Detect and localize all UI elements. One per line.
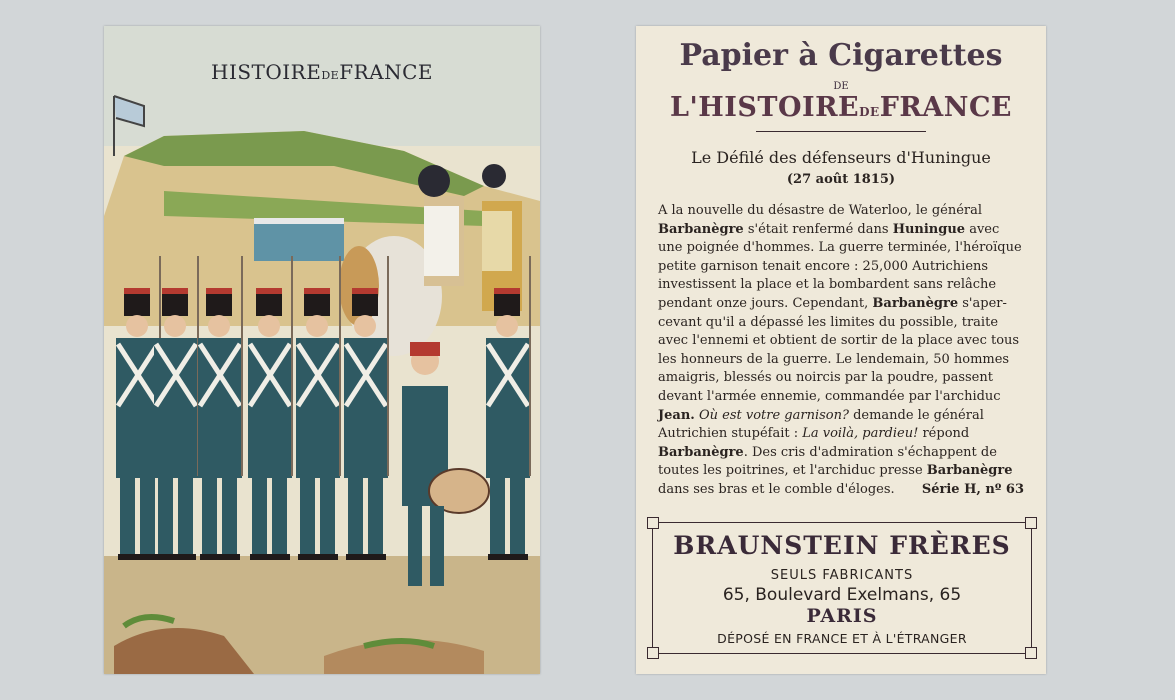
text-fragment: avec <box>965 221 1000 237</box>
front-title <box>104 60 540 84</box>
text-line: avec l'ennemi et obtient de sortir de la place avec tous <box>658 333 1020 349</box>
company-address: 65, Boulevard Exelmans, 65 <box>722 585 962 605</box>
name-barbanegre: Barbanègre <box>926 463 1013 479</box>
text-line: petite garnison tenait encore : 25,000 Autrichiens <box>658 258 989 274</box>
title-word-histoire: HISTOIRE <box>211 60 322 84</box>
manufacturer-frame <box>652 522 1032 654</box>
card-front <box>104 26 540 674</box>
brand-histoire: L'HISTOIRE <box>669 92 860 123</box>
quote-question: Où est votre garnison? <box>694 407 849 423</box>
text-line <box>658 444 1024 463</box>
text-line <box>658 295 1024 314</box>
text-line: A la nouvelle du désastre de Waterloo, le général <box>658 203 983 218</box>
frame-corner <box>1025 647 1037 659</box>
story-text <box>658 202 1024 500</box>
text-fragment: s'aper- <box>958 295 1007 311</box>
text-line: devant l'armée ennemie, commandée par l'archiduc <box>658 388 1001 404</box>
text-line <box>658 407 1024 426</box>
divider <box>756 131 926 132</box>
company-role: SEULS FABRICANTS <box>770 568 914 583</box>
text-line: cevant qu'il a dépassé les limites du possible, traite <box>658 314 999 330</box>
text-fragment: toutes les poitrines, et l'archiduc presse <box>658 463 927 479</box>
name-barbanegre: Barbanègre <box>658 444 744 460</box>
soldiers-illustration <box>104 26 540 674</box>
text-line: investissent la place et la bombardent sans relâche <box>658 277 997 293</box>
text-fragment: demande le général <box>848 407 984 423</box>
brand-france: FRANCE <box>879 92 1013 123</box>
text-fragment: répond <box>918 426 970 442</box>
card-back <box>636 26 1046 674</box>
text-fragment: s'était renfermé dans <box>743 221 893 237</box>
text-line <box>658 425 1024 444</box>
deposit-notice: DÉPOSÉ EN FRANCE ET À L'ÉTRANGER <box>717 631 967 646</box>
text-line: les honneurs de la guerre. Le lendemain, 50 hommes <box>658 351 1010 367</box>
title-word-france: FRANCE <box>339 60 433 84</box>
frame-corner <box>647 517 659 529</box>
brand-line-3 <box>636 92 1046 123</box>
text-fragment: pendant onze jours. Cependant, <box>658 295 873 311</box>
text-line: une poignée d'hommes. La guerre terminée, l'héroïque <box>658 240 1022 256</box>
name-jean: Jean. <box>658 407 695 423</box>
place-huningue: Huningue <box>892 221 966 237</box>
text-line <box>658 481 1024 500</box>
text-line <box>658 221 1024 240</box>
text-line <box>658 462 1024 481</box>
text-fragment: dans ses bras et le comble d'éloges. <box>658 481 895 497</box>
text-fragment: Autrichien stupéfait : <box>658 426 803 442</box>
brand-line-2: DE <box>833 81 849 92</box>
company-city: PARIS <box>806 605 878 627</box>
name-barbanegre: Barbanègre <box>658 221 744 237</box>
frame-corner <box>647 647 659 659</box>
title-word-de: DE <box>321 69 340 82</box>
company-name: BRAUNSTEIN FRÈRES <box>673 531 1011 560</box>
story-date: (27 août 1815) <box>786 172 896 187</box>
series-number: Série H, nº 63 <box>921 481 1024 497</box>
text-line: amaigris, blessés ou noircis par la poudre, passent <box>658 370 993 386</box>
brand-line-1: Papier à Cigarettes <box>679 38 1003 73</box>
frame-corner <box>1025 517 1037 529</box>
story-heading: Le Défilé des défenseurs d'Huningue <box>691 148 991 167</box>
name-barbanegre: Barbanègre <box>872 295 959 311</box>
brand-de: DE <box>859 105 880 119</box>
quote-answer: La voilà, pardieu! <box>802 426 919 442</box>
text-fragment: . Des cris d'admiration s'échappent de <box>743 444 997 460</box>
